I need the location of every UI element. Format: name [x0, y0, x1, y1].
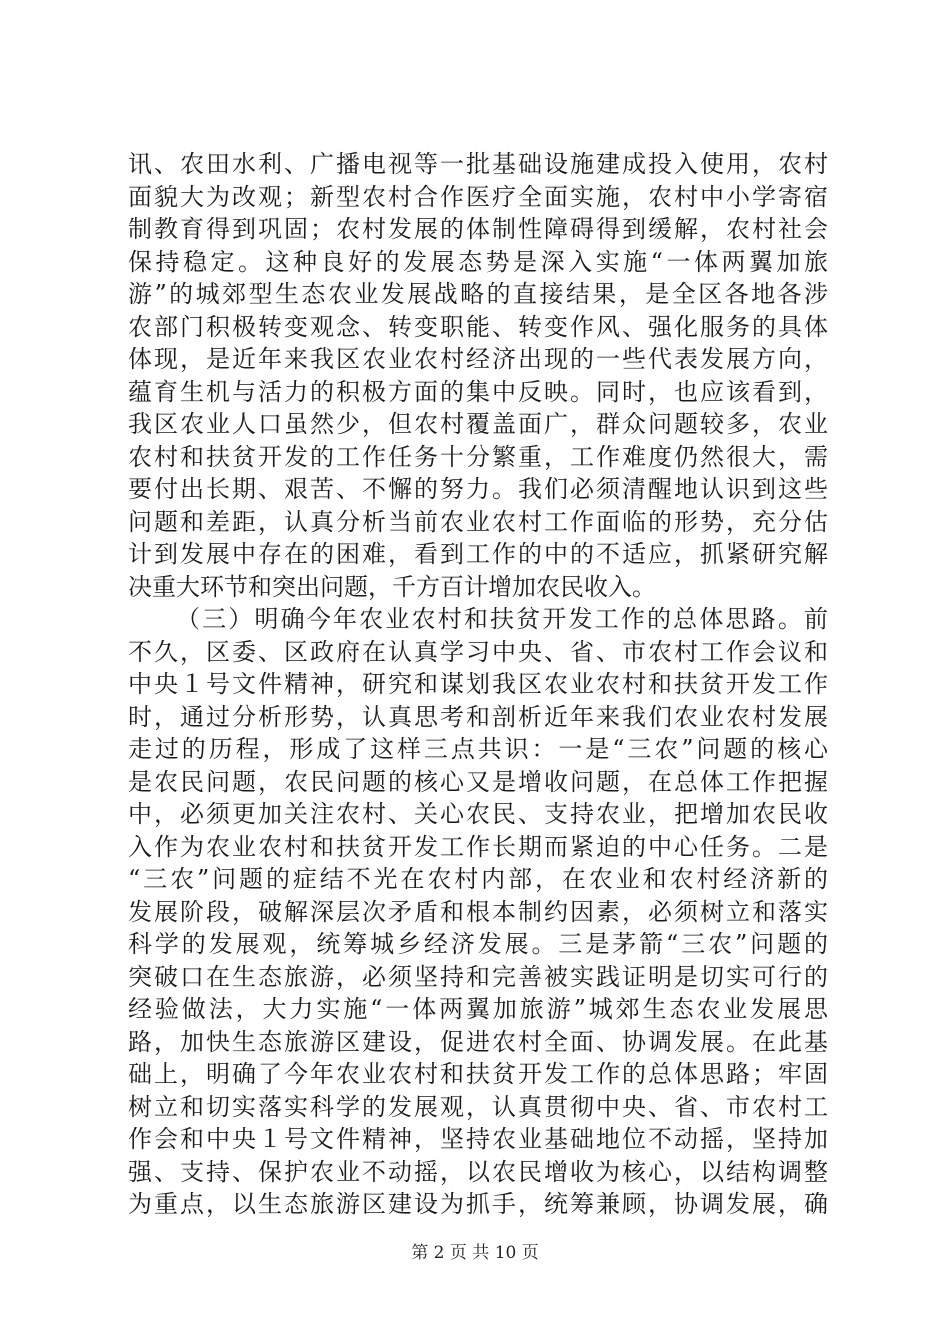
- text-line: 中央１号文件精神，研究和谋划我区农业农村和扶贫开发工作: [128, 670, 828, 698]
- text-line: 突破口在生态旅游，必须坚持和完善被实践证明是切实可行的: [128, 962, 828, 991]
- text-line: 础上，明确了今年农业农村和扶贫开发工作的总体思路；牢固: [128, 1060, 828, 1088]
- text-line: 时，通过分析形势，认真思考和剖析近年来我们农业农村发展: [128, 702, 828, 731]
- text-line: 决重大环节和突出问题，千方百计增加农民收入。: [128, 572, 656, 601]
- text-line: 体现，是近年来我区农业农村经济出现的一些代表发展方向，: [128, 345, 828, 373]
- text-line: 制教育得到巩固；农村发展的体制性障碍得到缓解，农村社会: [128, 215, 828, 243]
- text-line: 我区农业人口虽然少，但农村覆盖面广，群众问题较多，农业: [128, 410, 828, 438]
- text-line: 入作为农业农村和扶贫开发工作长期而紧迫的中心任务。二是: [128, 832, 828, 861]
- document-body: [128, 148, 828, 1221]
- text-line: 蕴育生机与活力的积极方面的集中反映。同时，也应该看到，: [128, 377, 828, 406]
- text-line: 讯、农田水利、广播电视等一批基础设施建成投入使用，农村: [128, 150, 828, 178]
- text-line: 为重点，以生态旅游区建设为抓手，统筹兼顾，协调发展，确: [128, 1190, 828, 1218]
- page-footer: [0, 1238, 950, 1263]
- text-line: 走过的历程，形成了这样三点共识：一是“三农”问题的核心: [128, 735, 828, 763]
- text-line: 农村和扶贫开发的工作任务十分繁重，工作难度仍然很大，需: [128, 442, 828, 471]
- text-line: 游”的城郊型生态农业发展战略的直接结果，是全区各地各涉: [128, 280, 828, 308]
- text-line: 保持稳定。这种良好的发展态势是深入实施“一体两翼加旅: [128, 247, 828, 276]
- text-line: 科学的发展观，统筹城乡经济发展。三是茅箭“三农”问题的: [128, 930, 828, 958]
- text-line: 树立和切实落实科学的发展观，认真贯彻中央、省、市农村工: [128, 1092, 828, 1121]
- text-line: 路，加快生态旅游区建设，促进农村全面、协调发展。在此基: [128, 1027, 828, 1056]
- paragraph-heading-line: （三）明确今年农业农村和扶贫开发工作的总体思路。前: [176, 605, 828, 633]
- text-line: 问题和差距，认真分析当前农业农村工作面临的形势，充分估: [128, 507, 828, 536]
- text-line: 中，必须更加关注农村、关心农民、支持农业，把增加农民收: [128, 800, 828, 828]
- text-line: 发展阶段，破解深层次矛盾和根本制约因素，必须树立和落实: [128, 897, 828, 926]
- text-line: 经验做法，大力实施“一体两翼加旅游”城郊生态农业发展思: [128, 995, 828, 1023]
- text-line: 作会和中央１号文件精神，坚持农业基础地位不动摇，坚持加: [128, 1125, 828, 1153]
- text-line: 农部门积极转变观念、转变职能、转变作风、强化服务的具体: [128, 312, 828, 341]
- text-line: 要付出长期、艰苦、不懈的努力。我们必须清醒地认识到这些: [128, 475, 828, 503]
- text-line: 是农民问题，农民问题的核心又是增收问题，在总体工作把握: [128, 767, 828, 796]
- text-line: 强、支持、保护农业不动摇，以农民增收为核心，以结构调整: [128, 1157, 828, 1186]
- page-number: 第 2 页 共 10 页: [411, 1243, 539, 1263]
- text-line: “三农”问题的症结不光在农村内部，在农业和农村经济新的: [128, 865, 828, 893]
- text-line: 计到发展中存在的困难，看到工作的中的不适应，抓紧研究解: [128, 540, 828, 568]
- text-line: 面貌大为改观；新型农村合作医疗全面实施，农村中小学寄宿: [128, 182, 828, 211]
- text-line: 不久，区委、区政府在认真学习中央、省、市农村工作会议和: [128, 637, 828, 666]
